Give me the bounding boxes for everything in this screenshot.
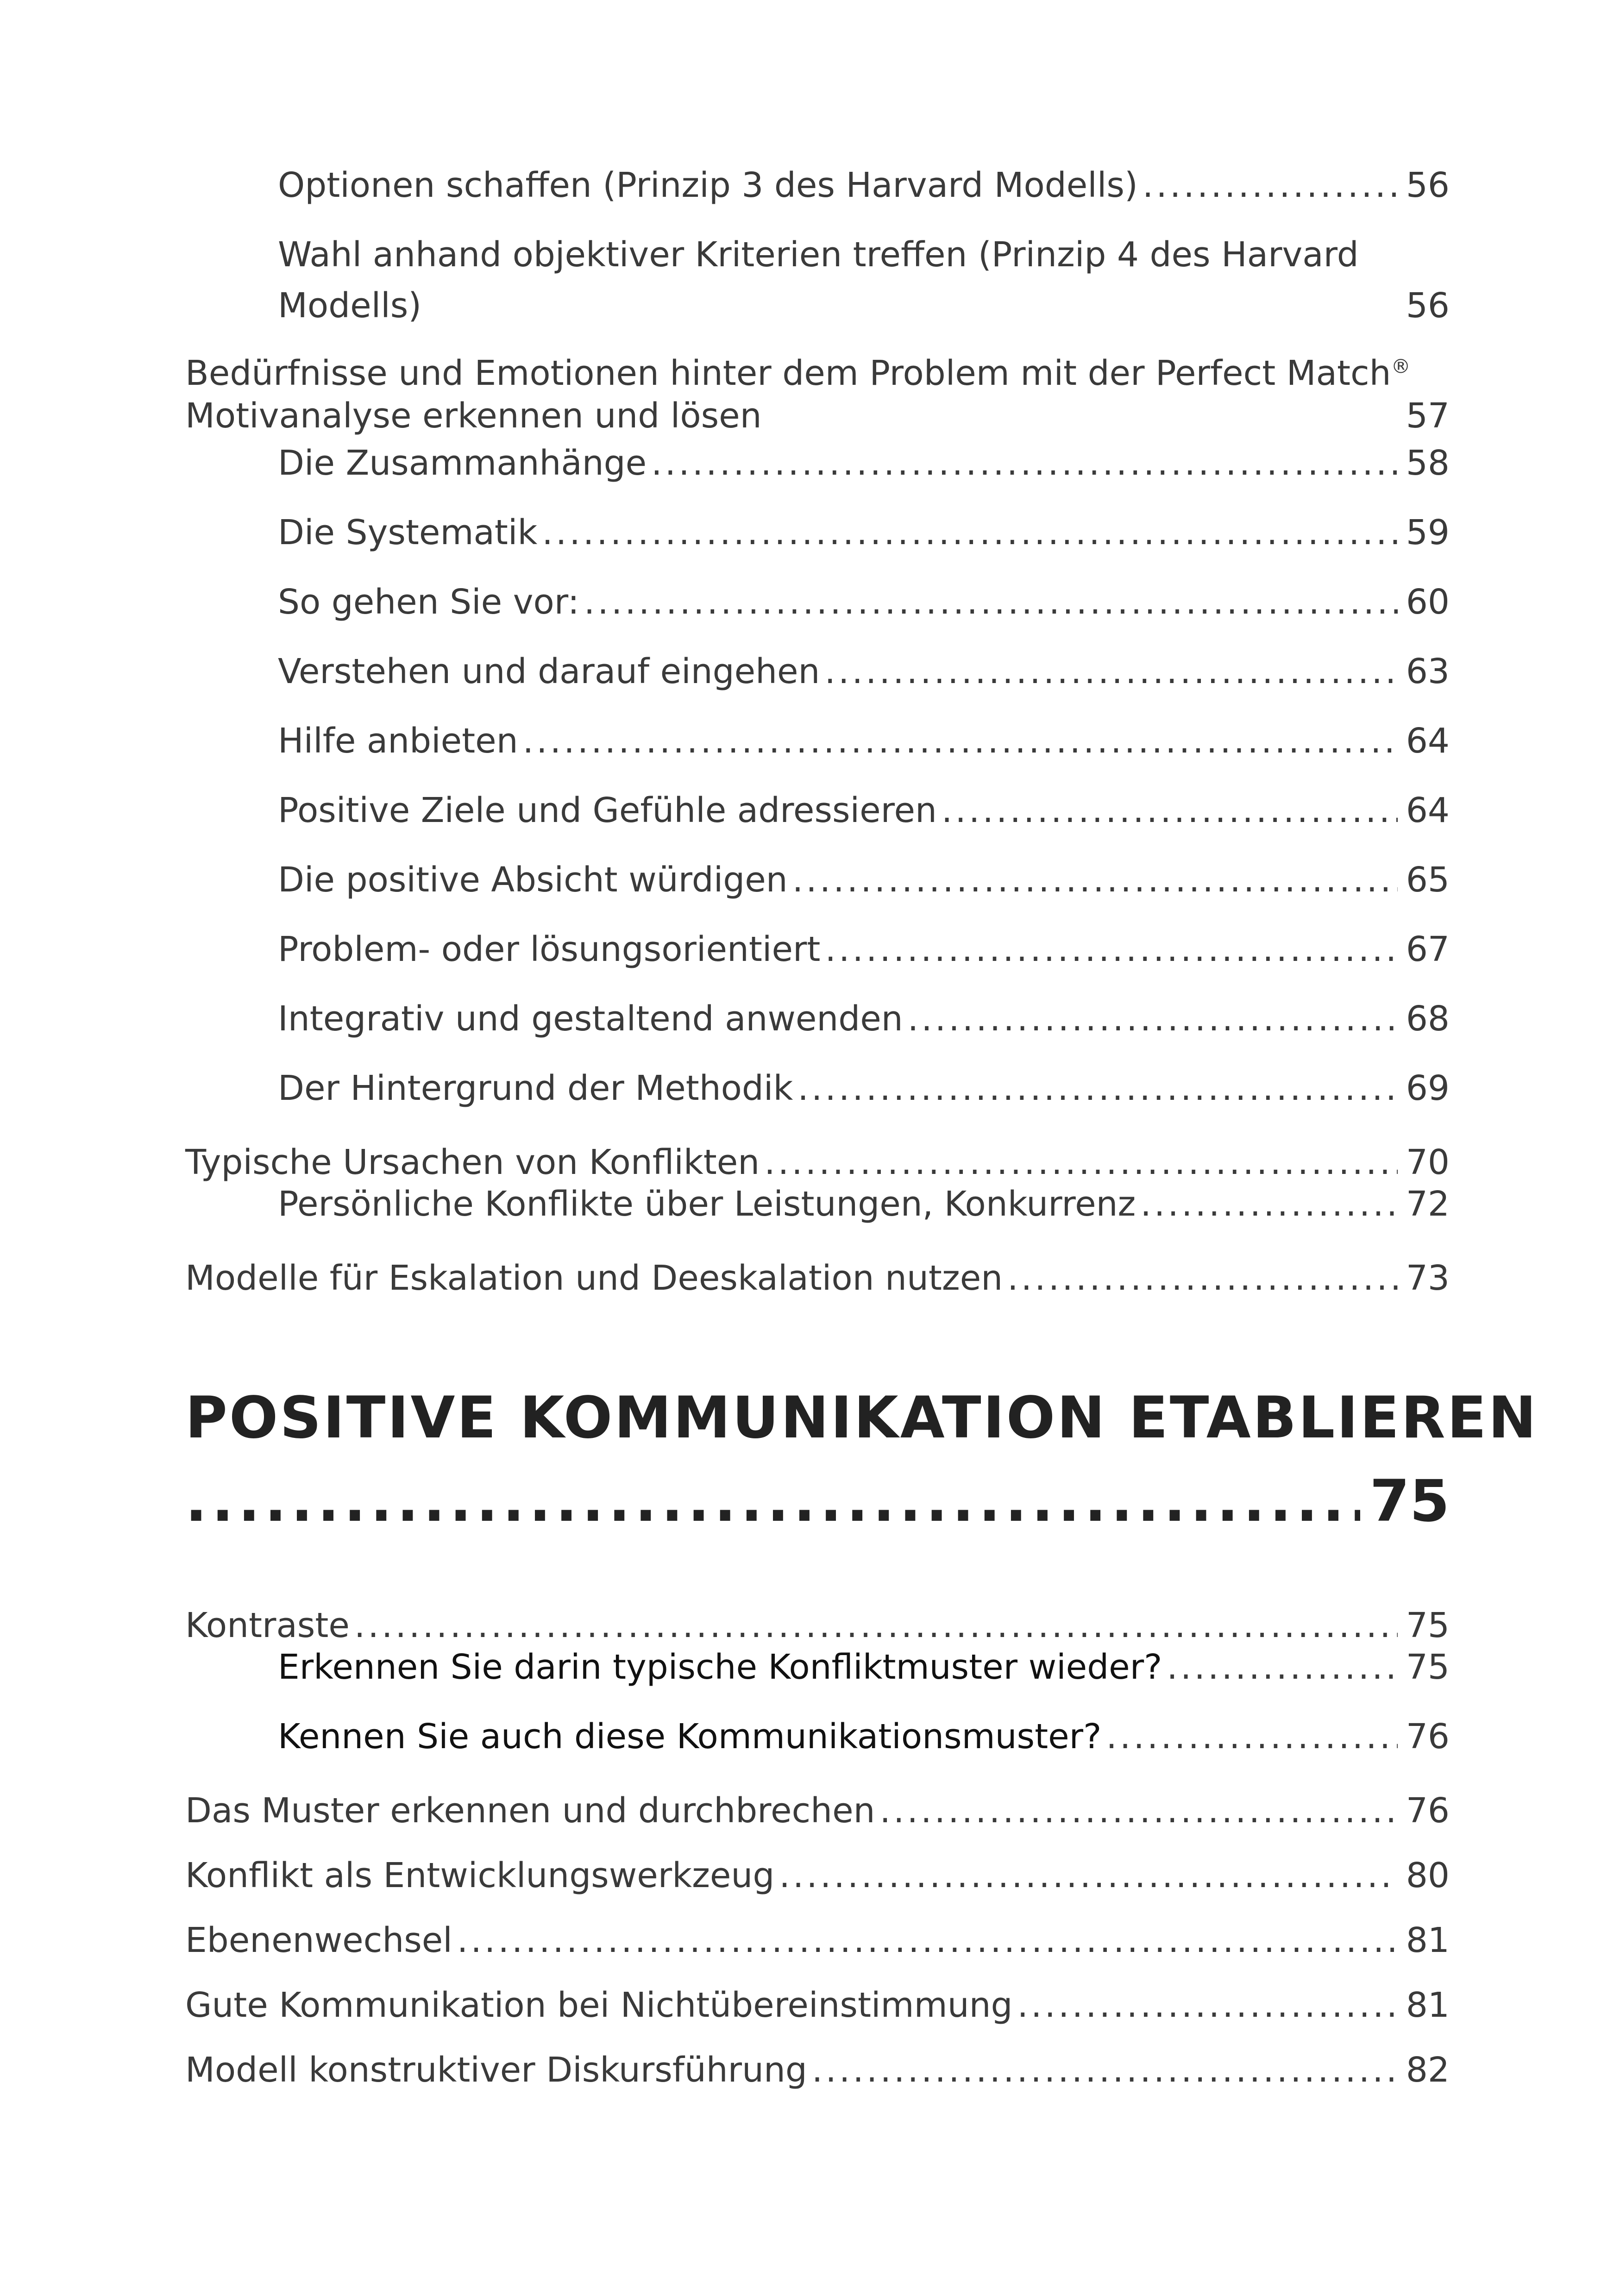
toc-entry[interactable]: [278, 1181, 1450, 1227]
registered-mark: ®: [1391, 355, 1411, 378]
toc-entry-title: Wahl anhand objektiver Kriterien treffen (Prinzip 4 des Harvard: [278, 235, 1359, 275]
toc-entry-title: Der Hintergrund der Methodik: [278, 1068, 793, 1108]
toc-entry-page: 65: [1406, 860, 1450, 900]
toc-entry-title: Integrativ und gestaltend anwenden: [278, 999, 903, 1039]
toc-leader-dots: [1140, 1181, 1397, 1227]
toc-entry[interactable]: [278, 857, 1450, 903]
toc-entry-page: 64: [1406, 721, 1450, 761]
toc-entry[interactable]: [278, 648, 1450, 695]
toc-leader-dots: [825, 926, 1397, 972]
toc-entry-page: 82: [1406, 2050, 1450, 2090]
toc-entry-title: Die Systematik: [278, 513, 538, 552]
toc-entry-title: Erkennen Sie darin typische Konfliktmuster wieder?: [278, 1647, 1162, 1687]
toc-entry-title: Ebenenwechsel: [185, 1920, 452, 1960]
toc-leader-dots: [1017, 1982, 1397, 2028]
toc-leader-dots: [812, 2047, 1398, 2093]
toc-leader-dots: [523, 718, 1398, 764]
toc-entry-page: 67: [1406, 929, 1450, 969]
toc-entry[interactable]: [185, 352, 1450, 437]
toc-entry-title: Typische Ursachen von Konflikten: [185, 1142, 760, 1182]
toc-entry-title: Kontraste: [185, 1606, 350, 1645]
toc-entry[interactable]: [185, 1852, 1450, 1899]
toc-leader-dots: [584, 579, 1398, 625]
toc-entry[interactable]: [278, 440, 1450, 486]
toc-entry-page: 57: [1406, 396, 1450, 436]
toc-entry-title: Konflikt als Entwicklungswerkzeug: [185, 1856, 775, 1895]
toc-entry[interactable]: [185, 1255, 1450, 1301]
toc-leader-dots: [792, 857, 1398, 903]
toc-entry-page: 75: [1406, 1606, 1450, 1645]
toc-entry-page: 73: [1406, 1258, 1450, 1298]
toc-entry[interactable]: [278, 1713, 1450, 1760]
toc-entry[interactable]: [278, 787, 1450, 834]
toc-entry-title-continued: Motivanalyse erkennen und lösen: [185, 396, 762, 436]
toc-entry-title: Das Muster erkennen und durchbrechen: [185, 1791, 875, 1831]
toc-entry[interactable]: [278, 509, 1450, 556]
toc-entry[interactable]: [185, 1139, 1450, 1186]
toc-entry[interactable]: [185, 1602, 1450, 1649]
toc-entry-page: 59: [1406, 513, 1450, 552]
toc-entry[interactable]: [278, 229, 1450, 331]
toc-entry-page: 72: [1406, 1184, 1450, 1224]
toc-entry-page: 76: [1406, 1791, 1450, 1831]
toc-entry-page: 81: [1406, 1985, 1450, 2025]
toc-leader-dots: [457, 1917, 1398, 1964]
toc-entry-page: 56: [1406, 286, 1450, 326]
toc-leader-dots: [651, 440, 1398, 486]
toc-leader-dots: [764, 1139, 1398, 1186]
toc-leader-dots: [824, 648, 1397, 695]
toc-entry-title: So gehen Sie vor:: [278, 582, 579, 622]
toc-entry[interactable]: [185, 1917, 1450, 1964]
toc-leader-dots: [797, 1065, 1398, 1111]
chapter-page-number: 75: [1369, 1468, 1450, 1535]
toc-entry[interactable]: [278, 718, 1450, 764]
toc-entry-title: Hilfe anbieten: [278, 721, 518, 761]
chapter-heading-page-line[interactable]: [185, 1468, 1450, 1535]
toc-entry-title: Modelle für Eskalation und Deeskalation nutzen: [185, 1258, 1003, 1298]
toc-entry-title: Die positive Absicht würdigen: [278, 860, 788, 900]
toc-entry-page: 80: [1406, 1856, 1450, 1895]
toc-entry[interactable]: [278, 579, 1450, 625]
toc-leader-dots: [1106, 1713, 1397, 1760]
toc-leader-dots: [1143, 162, 1398, 208]
toc-entry-title: Problem- oder lösungsorientiert: [278, 929, 821, 969]
toc-entry-title: Verstehen und darauf eingehen: [278, 652, 820, 691]
toc-entry-page: 63: [1406, 652, 1450, 691]
toc-entry-page: 58: [1406, 443, 1450, 483]
toc-entry[interactable]: [185, 1982, 1450, 2028]
toc-entry[interactable]: [278, 1065, 1450, 1111]
toc-leader-dots: [1167, 1644, 1397, 1690]
toc-entry-title: Die Zusammanhänge: [278, 443, 647, 483]
toc-entry[interactable]: [278, 162, 1450, 208]
toc-entry-page: 60: [1406, 582, 1450, 622]
toc-entry-title: Gute Kommunikation bei Nichtübereinstimmung: [185, 1985, 1013, 2025]
toc-entry-title: Bedürfnisse und Emotionen hinter dem Problem mit der Perfect Match: [185, 353, 1391, 393]
toc-leader-dots: [908, 996, 1398, 1042]
toc-entry[interactable]: [278, 996, 1450, 1042]
toc-entry-title: Modell konstruktiver Diskursführung: [185, 2050, 807, 2090]
toc-leader-dots: [880, 1788, 1398, 1834]
toc-leader-dots: [942, 787, 1398, 834]
toc-entry-title: Optionen schaffen (Prinzip 3 des Harvard Modells): [278, 165, 1138, 205]
toc-entry-title-continued: Modells): [278, 286, 422, 326]
toc-entry[interactable]: [185, 1788, 1450, 1834]
toc-leader-dots: [542, 509, 1398, 556]
toc-entry-page: 64: [1406, 790, 1450, 830]
toc-leader-dots: [185, 1468, 1360, 1535]
toc-entry-page: 81: [1406, 1920, 1450, 1960]
toc-entry[interactable]: [185, 2047, 1450, 2093]
toc-leader-dots: [779, 1852, 1398, 1899]
toc-entry-title: Kennen Sie auch diese Kommunikationsmuster?: [278, 1717, 1102, 1757]
toc-leader-dots: [354, 1602, 1398, 1649]
toc-entry-page: 68: [1406, 999, 1450, 1039]
toc-entry-page: 56: [1406, 165, 1450, 205]
toc-entry-page: 76: [1406, 1717, 1450, 1757]
toc-entry-title: Persönliche Konflikte über Leistungen, Konkurrenz: [278, 1184, 1136, 1224]
toc-entry-page: 69: [1406, 1068, 1450, 1108]
chapter-heading[interactable]: POSITIVE KOMMUNIKATION ETABLIEREN: [185, 1385, 1538, 1451]
toc-entry-page: 75: [1406, 1647, 1450, 1687]
toc-leader-dots: [1007, 1255, 1398, 1301]
toc-entry-page: 70: [1406, 1142, 1450, 1182]
toc-entry-title: Positive Ziele und Gefühle adressieren: [278, 790, 937, 830]
toc-entry[interactable]: [278, 1644, 1450, 1690]
toc-entry[interactable]: [278, 926, 1450, 972]
